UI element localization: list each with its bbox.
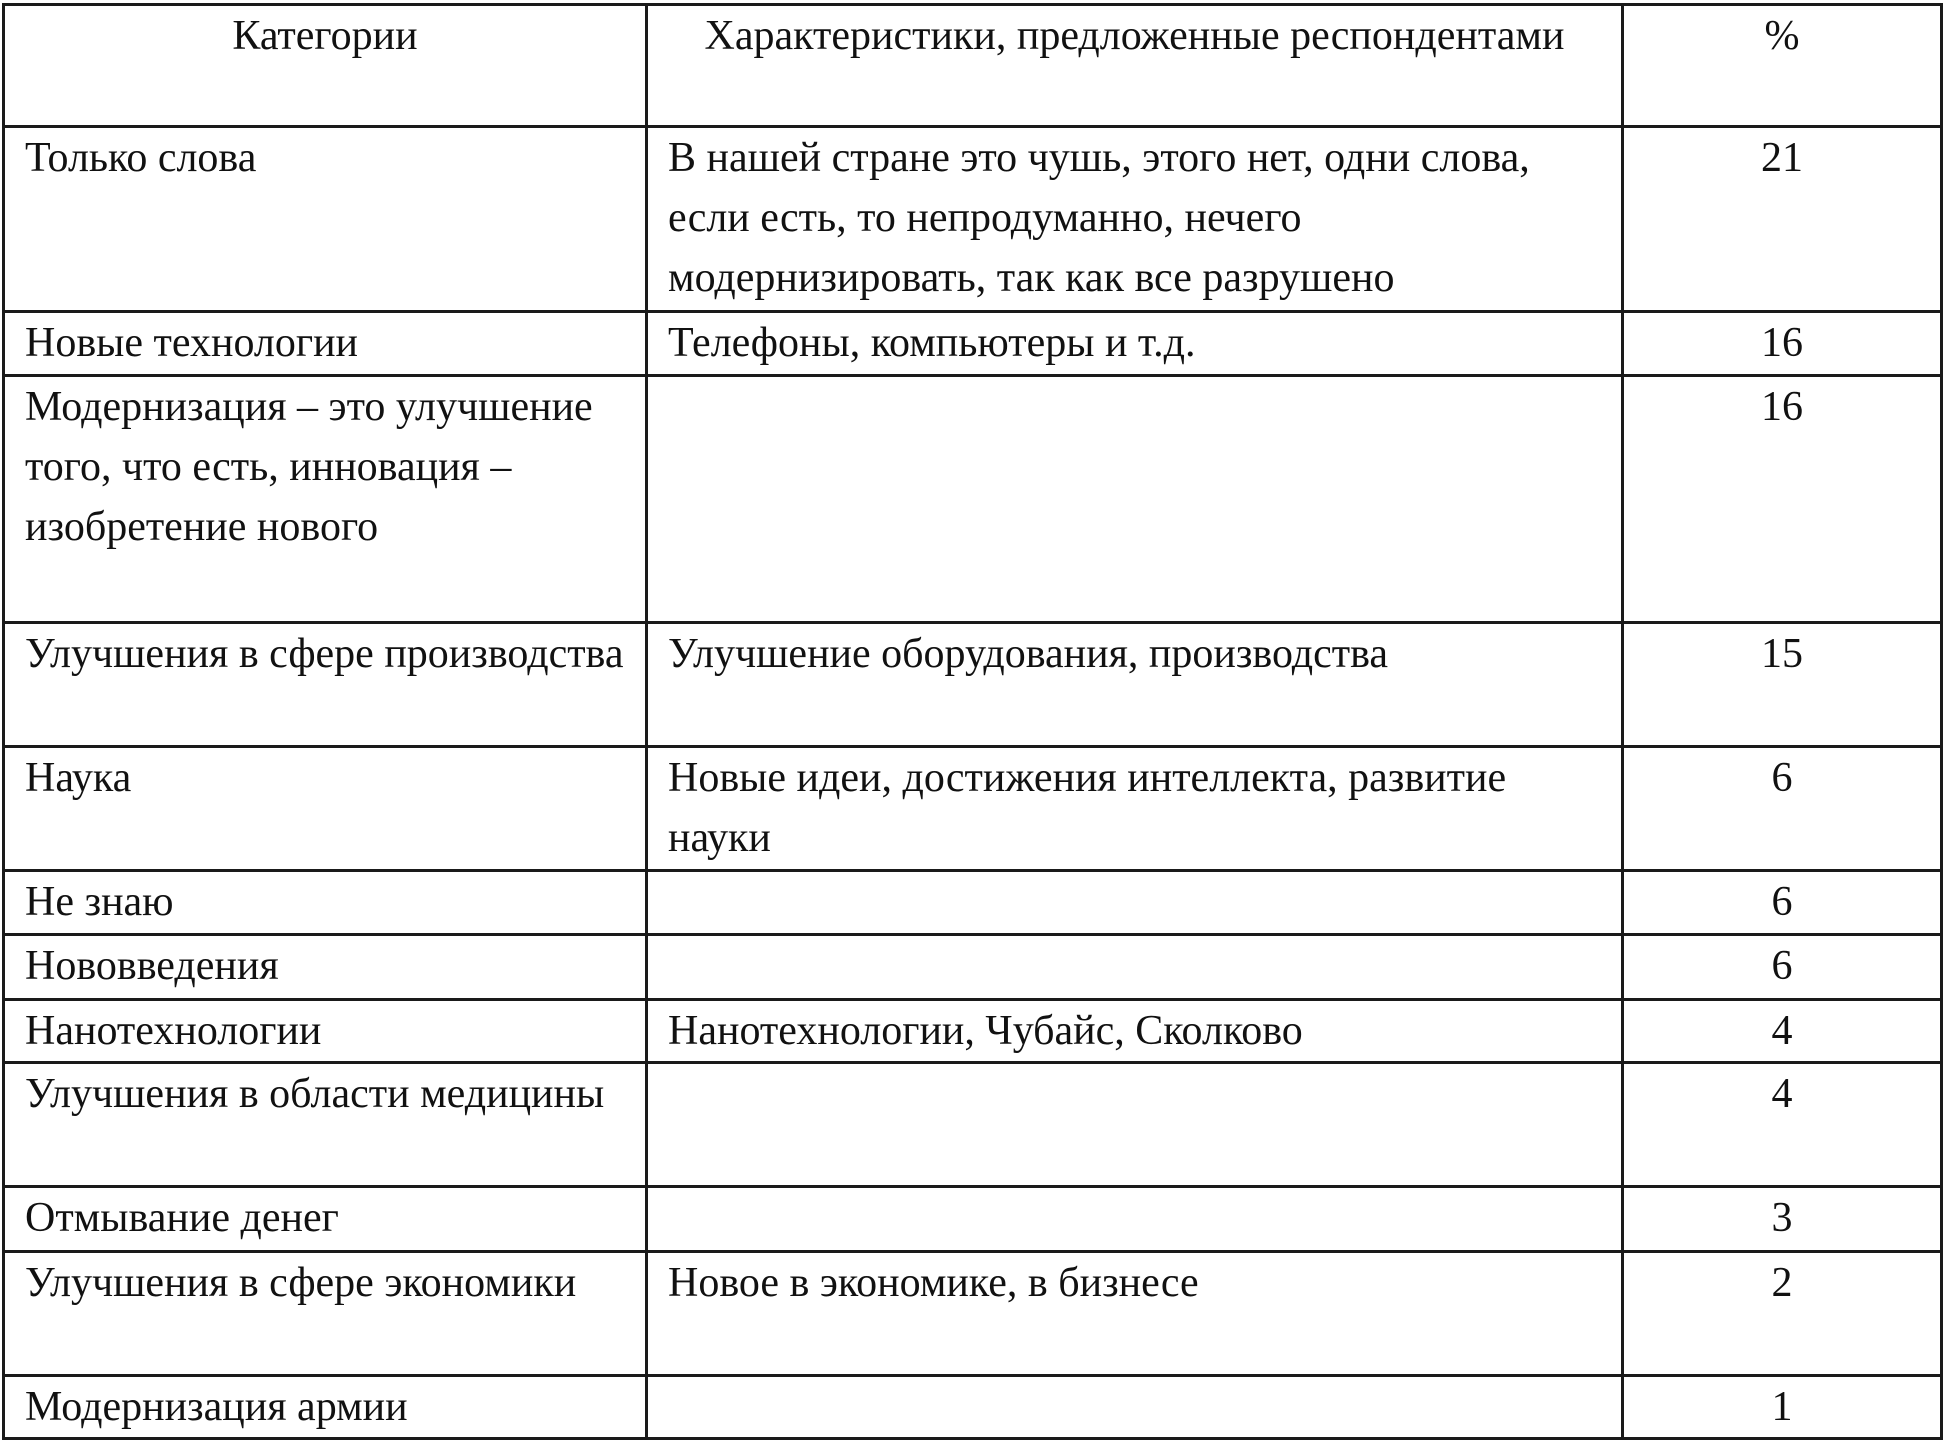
percent-cell: 4	[1623, 1000, 1942, 1063]
percent-cell: 16	[1623, 376, 1942, 623]
category-cell: Улучшения в сфере экономики	[4, 1252, 647, 1376]
table-row	[4, 871, 1942, 935]
percent-cell: 6	[1623, 747, 1942, 871]
percent-cell: 16	[1623, 312, 1942, 376]
percent-cell: 3	[1623, 1187, 1942, 1252]
percent-cell: 1	[1623, 1376, 1942, 1439]
characteristics-cell	[647, 1187, 1623, 1252]
table-row	[4, 1000, 1942, 1063]
table-row	[4, 747, 1942, 871]
category-cell: Улучшения в области медицины	[4, 1063, 647, 1187]
characteristics-cell: Улучшение оборудования, производства	[647, 623, 1623, 747]
table-row	[4, 935, 1942, 1000]
table-row	[4, 312, 1942, 376]
category-cell: Модернизация армии	[4, 1376, 647, 1439]
header-characteristics: Характеристики, предложенные респондентами	[647, 5, 1623, 127]
category-cell: Улучшения в сфере производства	[4, 623, 647, 747]
category-cell: Наука	[4, 747, 647, 871]
category-cell: Модернизация – это улучшение того, что есть, инновация – изобретение нового	[4, 376, 647, 623]
characteristics-cell	[647, 1063, 1623, 1187]
characteristics-cell: Новое в экономике, в бизнесе	[647, 1252, 1623, 1376]
percent-cell: 4	[1623, 1063, 1942, 1187]
percent-cell: 6	[1623, 935, 1942, 1000]
percent-cell: 2	[1623, 1252, 1942, 1376]
category-cell: Нововведения	[4, 935, 647, 1000]
table-row	[4, 376, 1942, 623]
characteristics-cell	[647, 871, 1623, 935]
table-row	[4, 1252, 1942, 1376]
characteristics-cell: Новые идеи, достижения интеллекта, развитие науки	[647, 747, 1623, 871]
table-header-row	[4, 5, 1942, 127]
characteristics-cell	[647, 935, 1623, 1000]
characteristics-cell: Нанотехнологии, Чубайс, Сколково	[647, 1000, 1623, 1063]
percent-cell: 21	[1623, 127, 1942, 312]
header-percent: %	[1623, 5, 1942, 127]
category-cell: Нанотехнологии	[4, 1000, 647, 1063]
percent-cell: 15	[1623, 623, 1942, 747]
percent-cell: 6	[1623, 871, 1942, 935]
table-row	[4, 1187, 1942, 1252]
characteristics-cell	[647, 1376, 1623, 1439]
category-cell: Не знаю	[4, 871, 647, 935]
table-row	[4, 623, 1942, 747]
category-cell: Отмывание денег	[4, 1187, 647, 1252]
characteristics-cell	[647, 376, 1623, 623]
category-cell: Только слова	[4, 127, 647, 312]
survey-table	[2, 3, 1943, 1440]
header-category: Категории	[4, 5, 647, 127]
category-cell: Новые технологии	[4, 312, 647, 376]
characteristics-cell: В нашей стране это чушь, этого нет, одни слова, если есть, то непродуманно, нечего модернизировать, так как все разрушено	[647, 127, 1623, 312]
table-row	[4, 1376, 1942, 1439]
table-row	[4, 127, 1942, 312]
characteristics-cell: Телефоны, компьютеры и т.д.	[647, 312, 1623, 376]
table-row	[4, 1063, 1942, 1187]
